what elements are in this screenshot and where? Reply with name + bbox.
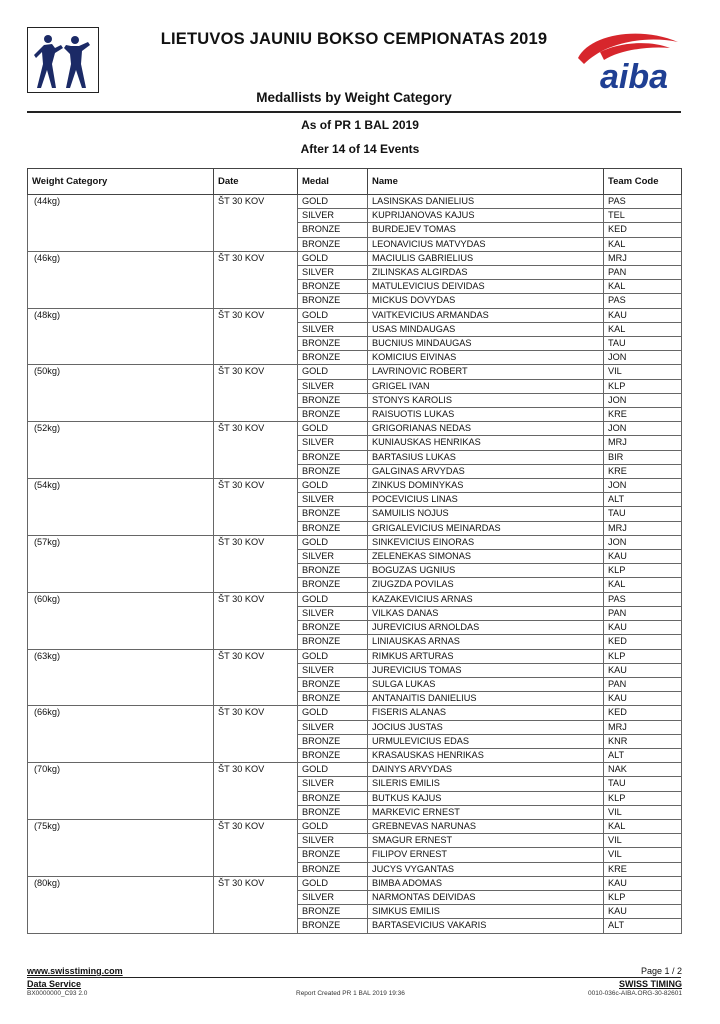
- header-team-code: Team Code: [604, 169, 682, 195]
- table-header-row: [28, 169, 682, 195]
- team-code-cell: TEL: [604, 209, 682, 223]
- name-cell: BIMBA ADOMAS: [368, 876, 604, 890]
- data-service-label: Data Service: [27, 979, 82, 989]
- name-cell: SINKEVICIUS EINORAS: [368, 535, 604, 549]
- team-code-cell: KLP: [604, 379, 682, 393]
- team-code-cell: KAL: [604, 578, 682, 592]
- medal-cell: GOLD: [298, 706, 368, 720]
- name-cell: GRIGORIANAS NEDAS: [368, 422, 604, 436]
- date-cell: ŠT 30 KOV: [214, 763, 298, 820]
- weight-category-cell: (54kg): [28, 479, 214, 536]
- team-code-cell: KED: [604, 223, 682, 237]
- team-code-cell: PAN: [604, 677, 682, 691]
- name-cell: ZELENEKAS SIMONAS: [368, 550, 604, 564]
- events-count-label: After 14 of 14 Events: [300, 142, 420, 156]
- name-cell: KAZAKEVICIUS ARNAS: [368, 592, 604, 606]
- date-cell: ŠT 30 KOV: [214, 251, 298, 308]
- name-cell: KUPRIJANOVAS KAJUS: [368, 209, 604, 223]
- weight-category-cell: (75kg): [28, 819, 214, 876]
- date-cell: ŠT 30 KOV: [214, 479, 298, 536]
- medal-cell: BRONZE: [298, 280, 368, 294]
- team-code-cell: KAU: [604, 550, 682, 564]
- medal-cell: SILVER: [298, 493, 368, 507]
- team-code-cell: PAS: [604, 195, 682, 209]
- medal-cell: BRONZE: [298, 578, 368, 592]
- table-row: [28, 308, 682, 322]
- team-code-cell: KRE: [604, 408, 682, 422]
- name-cell: GRIGEL IVAN: [368, 379, 604, 393]
- team-code-cell: MRJ: [604, 251, 682, 265]
- name-cell: DAINYS ARVYDAS: [368, 763, 604, 777]
- team-code-cell: TAU: [604, 777, 682, 791]
- table-row: [28, 649, 682, 663]
- date-cell: ŠT 30 KOV: [214, 592, 298, 649]
- name-cell: MACIULIS GABRIELIUS: [368, 251, 604, 265]
- team-code-cell: KAU: [604, 663, 682, 677]
- weight-category-cell: (44kg): [28, 195, 214, 252]
- team-code-cell: KAL: [604, 322, 682, 336]
- team-code-cell: PAN: [604, 266, 682, 280]
- table-row: [28, 706, 682, 720]
- header-divider: [27, 111, 681, 113]
- team-code-cell: KAU: [604, 905, 682, 919]
- team-code-cell: KED: [604, 706, 682, 720]
- medal-cell: SILVER: [298, 720, 368, 734]
- name-cell: STONYS KAROLIS: [368, 393, 604, 407]
- table-row: [28, 535, 682, 549]
- name-cell: SULGA LUKAS: [368, 677, 604, 691]
- name-cell: BURDEJEV TOMAS: [368, 223, 604, 237]
- team-code-cell: KAU: [604, 692, 682, 706]
- name-cell: FISERIS ALANAS: [368, 706, 604, 720]
- table-row: [28, 251, 682, 265]
- date-cell: ŠT 30 KOV: [214, 365, 298, 422]
- table-row: [28, 195, 682, 209]
- table-row: [28, 819, 682, 833]
- team-code-cell: KAL: [604, 280, 682, 294]
- team-code-cell: JON: [604, 535, 682, 549]
- medal-cell: SILVER: [298, 777, 368, 791]
- table-row: [28, 763, 682, 777]
- report-created: Report Created PR 1 BAL 2019 19:36: [296, 990, 405, 997]
- page-title: LIETUVOS JAUNIU BOKSO CEMPIONATAS 2019: [160, 30, 548, 48]
- date-cell: ŠT 30 KOV: [214, 308, 298, 365]
- medal-cell: SILVER: [298, 436, 368, 450]
- team-code-cell: JON: [604, 479, 682, 493]
- weight-category-cell: (50kg): [28, 365, 214, 422]
- medal-cell: BRONZE: [298, 507, 368, 521]
- medal-cell: SILVER: [298, 550, 368, 564]
- name-cell: BARTASEVICIUS VAKARIS: [368, 919, 604, 933]
- name-cell: JOCIUS JUSTAS: [368, 720, 604, 734]
- name-cell: VILKAS DANAS: [368, 606, 604, 620]
- weight-category-cell: (57kg): [28, 535, 214, 592]
- name-cell: GALGINAS ARVYDAS: [368, 464, 604, 478]
- date-cell: ŠT 30 KOV: [214, 649, 298, 706]
- medal-cell: BRONZE: [298, 905, 368, 919]
- team-code-cell: VIL: [604, 834, 682, 848]
- team-code-cell: TAU: [604, 507, 682, 521]
- header-medal: Medal: [298, 169, 368, 195]
- team-code-cell: VIL: [604, 365, 682, 379]
- name-cell: MATULEVICIUS DEIVIDAS: [368, 280, 604, 294]
- website-link[interactable]: www.swisstiming.com: [27, 966, 123, 976]
- medal-cell: BRONZE: [298, 564, 368, 578]
- medal-cell: BRONZE: [298, 919, 368, 933]
- team-code-cell: JON: [604, 393, 682, 407]
- date-cell: ŠT 30 KOV: [214, 195, 298, 252]
- name-cell: JUREVICIUS ARNOLDAS: [368, 621, 604, 635]
- team-code-cell: ALT: [604, 748, 682, 762]
- medal-cell: BRONZE: [298, 791, 368, 805]
- name-cell: VAITKEVICIUS ARMANDAS: [368, 308, 604, 322]
- weight-category-cell: (63kg): [28, 649, 214, 706]
- page-number: Page 1 / 2: [640, 966, 682, 976]
- medal-cell: SILVER: [298, 322, 368, 336]
- weight-category-cell: (80kg): [28, 876, 214, 933]
- medal-cell: BRONZE: [298, 862, 368, 876]
- name-cell: MARKEVIC ERNEST: [368, 805, 604, 819]
- weight-category-cell: (48kg): [28, 308, 214, 365]
- team-code-cell: NAK: [604, 763, 682, 777]
- table-row: [28, 479, 682, 493]
- team-code-cell: VIL: [604, 848, 682, 862]
- team-code-cell: BIR: [604, 450, 682, 464]
- footer-divider: [27, 977, 681, 978]
- name-cell: JUREVICIUS TOMAS: [368, 663, 604, 677]
- team-code-cell: KLP: [604, 564, 682, 578]
- name-cell: LINIAUSKAS ARNAS: [368, 635, 604, 649]
- name-cell: FILIPOV ERNEST: [368, 848, 604, 862]
- medal-cell: GOLD: [298, 819, 368, 833]
- name-cell: ZINKUS DOMINYKAS: [368, 479, 604, 493]
- medal-cell: SILVER: [298, 209, 368, 223]
- medal-cell: SILVER: [298, 890, 368, 904]
- medal-cell: GOLD: [298, 592, 368, 606]
- team-code-cell: MRJ: [604, 720, 682, 734]
- date-cell: ŠT 30 KOV: [214, 535, 298, 592]
- team-code-cell: KLP: [604, 890, 682, 904]
- team-code-cell: MRJ: [604, 521, 682, 535]
- name-cell: LASINSKAS DANIELIUS: [368, 195, 604, 209]
- name-cell: ZIUGZDA POVILAS: [368, 578, 604, 592]
- weight-category-cell: (60kg): [28, 592, 214, 649]
- team-code-cell: KAU: [604, 308, 682, 322]
- team-code-cell: MRJ: [604, 436, 682, 450]
- team-code-cell: PAN: [604, 606, 682, 620]
- medal-cell: BRONZE: [298, 464, 368, 478]
- team-code-cell: KAL: [604, 819, 682, 833]
- medal-cell: SILVER: [298, 379, 368, 393]
- header-date: Date: [214, 169, 298, 195]
- medal-cell: GOLD: [298, 763, 368, 777]
- date-cell: ŠT 30 KOV: [214, 876, 298, 933]
- name-cell: ANTANAITIS DANIELIUS: [368, 692, 604, 706]
- date-cell: ŠT 30 KOV: [214, 819, 298, 876]
- team-code-cell: ALT: [604, 919, 682, 933]
- swiss-timing-label: SWISS TIMING: [619, 979, 682, 989]
- team-code-cell: ALT: [604, 493, 682, 507]
- medal-cell: BRONZE: [298, 692, 368, 706]
- name-cell: KRASAUSKAS HENRIKAS: [368, 748, 604, 762]
- name-cell: JUCYS VYGANTAS: [368, 862, 604, 876]
- name-cell: GRIGALEVICIUS MEINARDAS: [368, 521, 604, 535]
- medal-cell: BRONZE: [298, 337, 368, 351]
- name-cell: USAS MINDAUGAS: [368, 322, 604, 336]
- medal-cell: GOLD: [298, 649, 368, 663]
- medal-cell: BRONZE: [298, 393, 368, 407]
- team-code-cell: KAL: [604, 237, 682, 251]
- name-cell: BARTASIUS LUKAS: [368, 450, 604, 464]
- name-cell: ZILINSKAS ALGIRDAS: [368, 266, 604, 280]
- medal-cell: BRONZE: [298, 621, 368, 635]
- date-cell: ŠT 30 KOV: [214, 422, 298, 479]
- name-cell: KOMICIUS EIVINAS: [368, 351, 604, 365]
- weight-category-cell: (52kg): [28, 422, 214, 479]
- medal-cell: BRONZE: [298, 677, 368, 691]
- as-of-label: As of PR 1 BAL 2019: [301, 118, 419, 132]
- medal-cell: BRONZE: [298, 848, 368, 862]
- medal-cell: GOLD: [298, 876, 368, 890]
- team-code-cell: KRE: [604, 862, 682, 876]
- medal-cell: BRONZE: [298, 408, 368, 422]
- team-code-cell: KLP: [604, 791, 682, 805]
- medal-cell: BRONZE: [298, 223, 368, 237]
- team-code-cell: KLP: [604, 649, 682, 663]
- weight-category-cell: (46kg): [28, 251, 214, 308]
- medal-cell: BRONZE: [298, 294, 368, 308]
- name-cell: BUCNIUS MINDAUGAS: [368, 337, 604, 351]
- table-row: [28, 422, 682, 436]
- medal-cell: BRONZE: [298, 734, 368, 748]
- name-cell: BOGUZAS UGNIUS: [368, 564, 604, 578]
- team-code-cell: PAS: [604, 294, 682, 308]
- medal-cell: BRONZE: [298, 748, 368, 762]
- team-code-cell: JON: [604, 351, 682, 365]
- medal-cell: GOLD: [298, 365, 368, 379]
- name-cell: POCEVICIUS LINAS: [368, 493, 604, 507]
- medal-cell: SILVER: [298, 834, 368, 848]
- team-code-cell: JON: [604, 422, 682, 436]
- table-row: [28, 592, 682, 606]
- medal-cell: GOLD: [298, 251, 368, 265]
- team-code-cell: KAU: [604, 876, 682, 890]
- name-cell: MICKUS DOVYDAS: [368, 294, 604, 308]
- date-cell: ŠT 30 KOV: [214, 706, 298, 763]
- header-name: Name: [368, 169, 604, 195]
- name-cell: RAISUOTIS LUKAS: [368, 408, 604, 422]
- medal-cell: SILVER: [298, 606, 368, 620]
- medal-cell: SILVER: [298, 266, 368, 280]
- report-code: 0010-036c-AIBA.ORG-30-82601: [588, 990, 682, 997]
- medal-cell: GOLD: [298, 195, 368, 209]
- name-cell: NARMONTAS DEIVIDAS: [368, 890, 604, 904]
- report-subtitle: Medallists by Weight Category: [256, 90, 452, 105]
- medal-cell: BRONZE: [298, 635, 368, 649]
- medal-cell: GOLD: [298, 308, 368, 322]
- medal-cell: GOLD: [298, 422, 368, 436]
- name-cell: GREBNEVAS NARUNAS: [368, 819, 604, 833]
- name-cell: BUTKUS KAJUS: [368, 791, 604, 805]
- team-code-cell: VIL: [604, 805, 682, 819]
- weight-category-cell: (66kg): [28, 706, 214, 763]
- name-cell: SILERIS EMILIS: [368, 777, 604, 791]
- name-cell: URMULEVICIUS EDAS: [368, 734, 604, 748]
- team-code-cell: KED: [604, 635, 682, 649]
- weight-category-cell: (70kg): [28, 763, 214, 820]
- medal-cell: BRONZE: [298, 237, 368, 251]
- header-weight-category: Weight Category: [28, 169, 214, 195]
- team-code-cell: KNR: [604, 734, 682, 748]
- table-row: [28, 876, 682, 890]
- name-cell: LAVRINOVIC ROBERT: [368, 365, 604, 379]
- document-code: BX0000000_C93 2.0: [27, 990, 88, 997]
- table-row: [28, 365, 682, 379]
- medal-cell: SILVER: [298, 663, 368, 677]
- medal-cell: BRONZE: [298, 351, 368, 365]
- medal-cell: BRONZE: [298, 521, 368, 535]
- medal-cell: GOLD: [298, 479, 368, 493]
- medallists-table: [27, 168, 682, 934]
- medal-cell: BRONZE: [298, 450, 368, 464]
- name-cell: SAMUILIS NOJUS: [368, 507, 604, 521]
- name-cell: KUNIAUSKAS HENRIKAS: [368, 436, 604, 450]
- team-code-cell: KRE: [604, 464, 682, 478]
- name-cell: SIMKUS EMILIS: [368, 905, 604, 919]
- team-code-cell: PAS: [604, 592, 682, 606]
- medal-cell: BRONZE: [298, 805, 368, 819]
- medal-cell: GOLD: [298, 535, 368, 549]
- name-cell: SMAGUR ERNEST: [368, 834, 604, 848]
- name-cell: RIMKUS ARTURAS: [368, 649, 604, 663]
- team-code-cell: TAU: [604, 337, 682, 351]
- team-code-cell: KAU: [604, 621, 682, 635]
- name-cell: LEONAVICIUS MATVYDAS: [368, 237, 604, 251]
- aiba-wordmark: aiba: [600, 58, 669, 96]
